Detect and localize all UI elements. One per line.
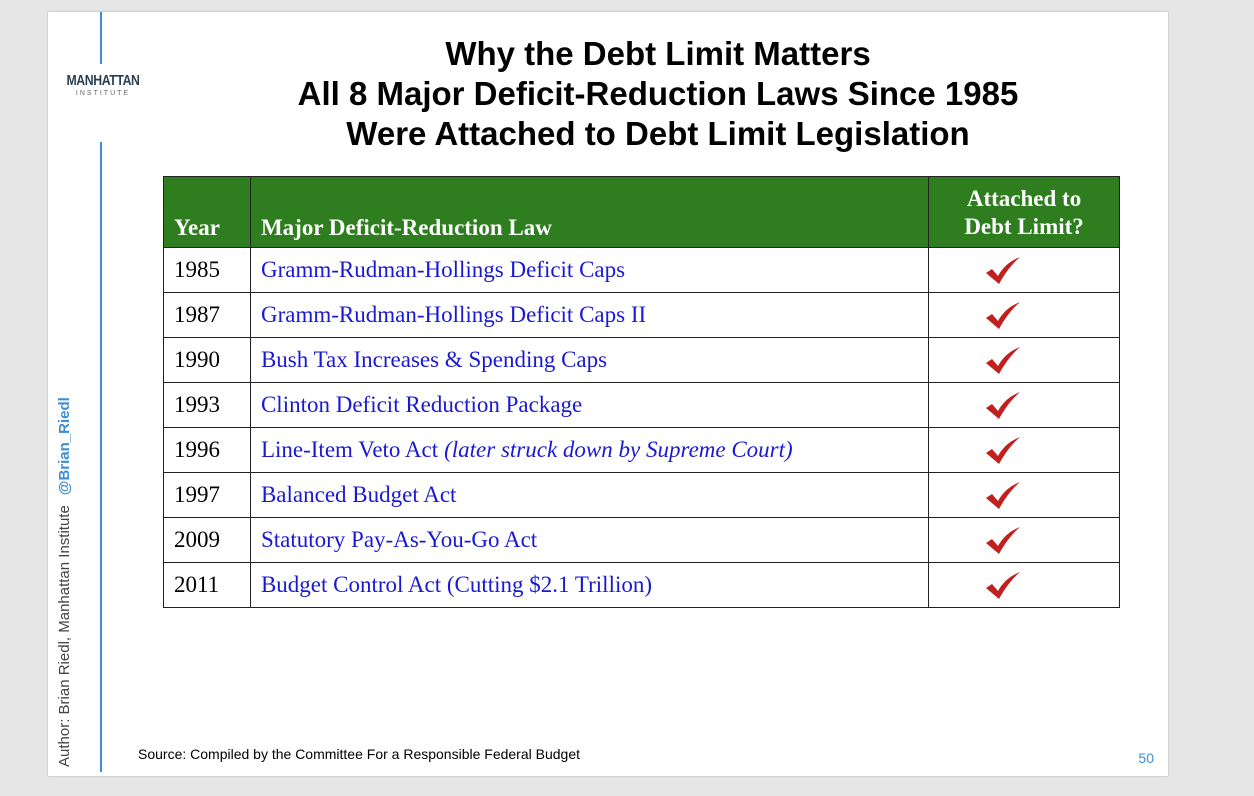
logo-name: MANHATTAN (66, 72, 140, 89)
row-law-name: Budget Control Act (Cutting $2.1 Trillion) (260, 572, 653, 597)
title-line-1: Why the Debt Limit Matters (445, 35, 871, 72)
deficit-laws-table (163, 176, 1120, 608)
title-line-2: All 8 Major Deficit-Reduction Laws Since 1985 (297, 75, 1019, 112)
source-note: Source: Compiled by the Committee For a Responsible Federal Budget (138, 746, 580, 762)
row-attached (929, 293, 1120, 338)
header-year: Year (164, 177, 251, 248)
table-row (164, 428, 1120, 473)
manhattan-institute-logo (58, 72, 148, 97)
row-law-note: (later struck down by Supreme Court) (444, 437, 793, 462)
header-law: Major Deficit-Reduction Law (250, 177, 928, 248)
row-year: 1990 (164, 338, 251, 383)
accent-line-top (100, 12, 102, 64)
row-law-name: Clinton Deficit Reduction Package (260, 392, 583, 417)
row-law (250, 473, 928, 518)
row-attached (929, 338, 1120, 383)
row-law (250, 293, 928, 338)
row-law-name: Gramm-Rudman-Hollings Deficit Caps II (260, 302, 647, 327)
header-attached-line2: Debt Limit? (964, 214, 1084, 239)
table-row (164, 383, 1120, 428)
row-year: 1987 (164, 293, 251, 338)
table-row (164, 563, 1120, 608)
row-attached (929, 428, 1120, 473)
slide-title (158, 34, 1158, 154)
checkmark-icon (984, 571, 1024, 601)
row-attached (929, 383, 1120, 428)
row-law (250, 563, 928, 608)
checkmark-icon (984, 526, 1024, 556)
table-row (164, 473, 1120, 518)
row-year: 1996 (164, 428, 251, 473)
row-year: 2011 (164, 563, 251, 608)
row-law-name: Balanced Budget Act (260, 482, 457, 507)
row-law (250, 248, 928, 293)
checkmark-icon (984, 436, 1024, 466)
row-year: 1997 (164, 473, 251, 518)
checkmark-icon (984, 256, 1024, 286)
checkmark-icon (984, 346, 1024, 376)
title-line-3: Were Attached to Debt Limit Legislation (346, 115, 970, 152)
checkmark-icon (984, 481, 1024, 511)
row-law (250, 338, 928, 383)
row-year: 2009 (164, 518, 251, 563)
logo-sub: INSTITUTE (75, 90, 131, 97)
row-year: 1985 (164, 248, 251, 293)
page-number: 50 (1138, 750, 1154, 766)
row-law-name: Gramm-Rudman-Hollings Deficit Caps (260, 257, 626, 282)
header-attached-line1: Attached to (966, 186, 1082, 211)
row-law (250, 383, 928, 428)
header-attached (929, 177, 1120, 248)
author-label: Author: Brian Riedl, Manhattan Institute (56, 505, 73, 767)
table-row (164, 338, 1120, 383)
author-credit (56, 347, 73, 767)
row-year: 1993 (164, 383, 251, 428)
slide (48, 12, 1168, 776)
table-row (164, 518, 1120, 563)
table-row (164, 248, 1120, 293)
twitter-handle: @Brian_Riedl (56, 397, 73, 496)
row-attached (929, 248, 1120, 293)
row-law (250, 428, 928, 473)
table-row (164, 293, 1120, 338)
accent-line-bottom (100, 142, 102, 772)
row-attached (929, 473, 1120, 518)
row-attached (929, 563, 1120, 608)
checkmark-icon (984, 391, 1024, 421)
row-law-name: Statutory Pay-As-You-Go Act (260, 527, 538, 552)
checkmark-icon (984, 301, 1024, 331)
table-header-row (164, 177, 1120, 248)
row-law-name: Line-Item Veto Act (260, 437, 439, 462)
row-attached (929, 518, 1120, 563)
row-law (250, 518, 928, 563)
row-law-name: Bush Tax Increases & Spending Caps (260, 347, 608, 372)
